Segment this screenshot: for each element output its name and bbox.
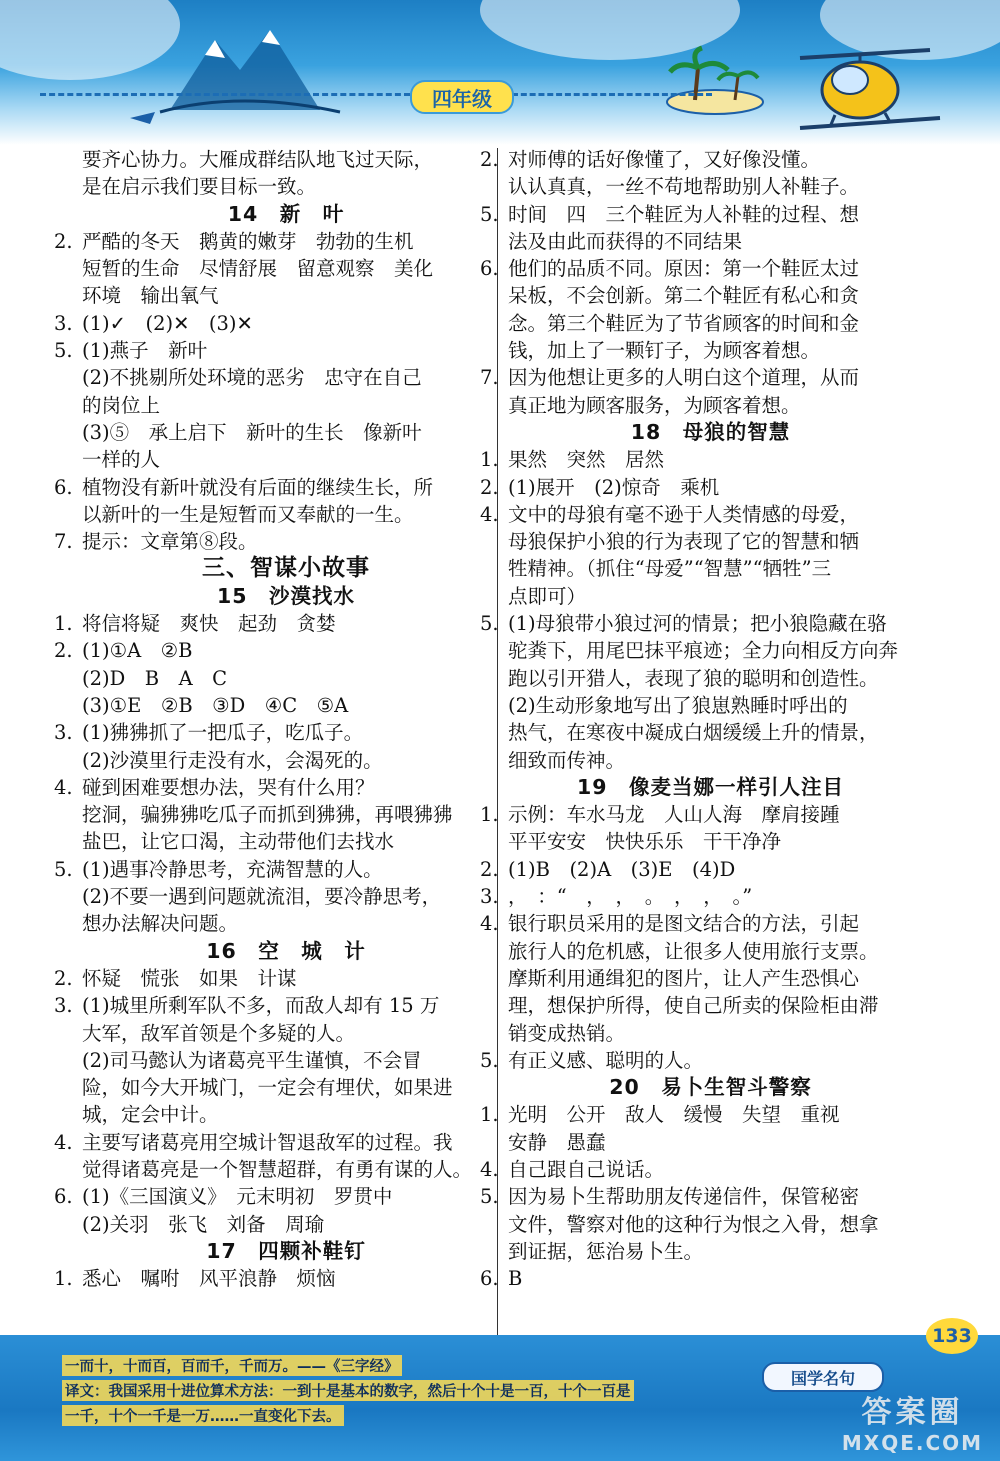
answer-line: 险，如今大开城门，一定会有埋伏，如果进 [82,1076,453,1100]
answer-line: 钱，加上了一颗钉子，为顾客着想。 [508,339,821,363]
question-number: 5. [54,339,73,363]
answer-line: 驼粪下，用尾巴抹平痕迹；全力向相反方向奔 [508,639,899,663]
answer-line: 主要写诸葛亮用空城计智退敌军的过程。我 [82,1130,453,1154]
palm-tree-icon [667,48,763,114]
watermark-url: MXQE.COM [841,1431,984,1455]
answer-item [54,228,490,310]
answer-line: (2)D B A C [82,666,228,690]
airplane-icon [130,112,155,124]
answer-line: (1)狒狒抓了一把瓜子，吃瓜子。 [82,721,364,745]
question-number: 6. [480,257,499,281]
answer-line: 呆板，不会创新。第二个鞋匠有私心和贪 [508,284,860,308]
question-number: 4. [480,1157,499,1181]
answer-item [54,637,490,719]
answer-line: 热气，在寒夜中凝成白烟缓缓上升的情景， [508,721,879,745]
answer-line: 真正地为顾客服务，为顾客着想。 [508,393,801,417]
answer-item [54,992,490,1128]
answer-line: 银行职员采用的是图文结合的方法，引起 [508,912,860,936]
answer-line: (1)母狼带小狼过河的情景；把小狼隐藏在骆 [508,612,887,636]
answer-item [480,1101,913,1156]
answer-line: 挖洞，骗狒狒吃瓜子而抓到狒狒，再喂狒狒 [82,803,453,827]
answer-item [480,446,913,473]
question-number: 4. [480,912,499,936]
answer-line: (3)①E ②B ③D ④C ⑤A [82,693,349,717]
answer-line: (1)展开 (2)惊奇 乘机 [508,475,720,499]
answer-line: (1)《三国演义》 元末明初 罗贯中 [82,1185,393,1209]
answer-item [480,801,913,856]
answer-item [54,1183,490,1238]
answer-line: 细致而传神。 [508,748,626,772]
answer-line: 的岗位上 [82,393,161,417]
answer-line: 点即可） [508,584,587,608]
answer-item [480,1047,913,1074]
answer-item [54,856,490,938]
answer-line: 对师傅的话好像懂了，又好像没懂。 [508,148,821,171]
page-number: 133 [926,1318,978,1354]
answer-item [54,310,490,337]
question-number: 2. [480,475,499,499]
section-heading: 19 像麦当娜一样引人注目 [576,774,845,799]
question-number: 2. [54,966,73,990]
question-number: 6. [54,475,73,499]
answer-line: 因为他想让更多的人明白这个道理，从而 [508,366,860,390]
answer-item [480,883,913,910]
question-number: 7. [54,530,73,554]
answer-line: 到证据，惩治易卜生。 [508,1239,704,1263]
answer-item [54,528,490,555]
answer-line: 植物没有新叶就没有后面的继续生长，所 [82,475,434,499]
watermark-text: 答案圈 [861,1395,964,1430]
answer-line: B [508,1267,523,1291]
answer-line: (2)沙漠里行走没有水，会渴死的。 [82,748,383,772]
question-number: 6. [54,1185,73,1209]
answer-line: (2)不要一遇到问题就流泪，要冷静思考， [82,885,442,909]
answer-line: 光明 公开 敌人 缓慢 失望 重视 [508,1103,840,1127]
section-heading: 16 空 城 计 [206,938,366,963]
answer-line: 理，想保护所得，使自己所卖的保险柜由滞 [508,994,879,1018]
question-number: 6. [480,1267,499,1291]
question-number: 5. [480,612,499,636]
question-number: 4. [480,502,499,526]
dashed-line-left [40,93,410,96]
answer-line: (1)城里所剩军队不多，而敌人却有 15 万 [82,994,440,1018]
answer-line: 摩斯利用通缉犯的图片，让人产生恐惧心 [508,966,860,990]
question-number: 5. [480,1048,499,1072]
answer-line: ， ：“ ， ， 。 ， ， 。” [508,885,753,909]
question-number: 1. [480,803,499,827]
answer-item [54,1129,490,1184]
answer-item [480,856,913,883]
section-heading: 17 四颗补鞋钉 [206,1238,366,1263]
answer-line: 盐巴，让它口渴，主动带他们去找水 [82,830,395,854]
answer-line: 城，定会中计。 [82,1103,219,1127]
question-number: 7. [480,366,499,390]
answer-line: 旅行人的危机感，让很多人使用旅行支票。 [508,939,879,963]
answer-line: 示例：车水马龙 人山人海 摩肩接踵 [508,803,840,827]
question-number: 5. [480,1185,499,1209]
answer-line: 时间 四 三个鞋匠为人补鞋的过程、想 [508,202,860,226]
answer-line: (3)⑤ 承上启下 新叶的生长 像新叶 [82,420,422,444]
answer-line: (2)生动形象地写出了狼崽熟睡时呼出的 [508,693,848,717]
answer-line: (2)关羽 张飞 刘备 周瑜 [82,1212,325,1236]
question-number: 3. [54,721,73,745]
question-number: 5. [480,202,499,226]
answer-item [480,610,913,774]
answer-line: 环境 输出氧气 [82,284,219,308]
answer-line: 要齐心协力。大雁成群结队地飞过天际， [82,148,434,171]
answer-line: (1)①A ②B [82,639,193,663]
answer-line: 悉心 嘱咐 风平浪静 烦恼 [82,1267,336,1291]
answer-item [480,1183,913,1265]
answer-line: 母狼保护小狼的行为表现了它的智慧和牺 [508,530,860,554]
answer-line: 觉得诸葛亮是一个智慧超群，有勇有谋的人。 [82,1157,473,1181]
question-number: 4. [54,775,73,799]
question-number: 3. [54,311,73,335]
answer-line: 自己跟自己说话。 [508,1157,665,1181]
answer-line: 因为易卜生帮助朋友传递信件，保管秘密 [508,1185,860,1209]
mountain-icon [160,30,340,112]
answer-line: 怀疑 慌张 如果 计谋 [82,966,297,990]
answer-item [480,364,913,419]
section-heading: 三、智谋小故事 [202,555,370,582]
answer-item [480,1156,913,1183]
question-number: 2. [54,229,73,253]
answer-line: 平平安安 快快乐乐 干干净净 [508,830,782,854]
answer-line: 将信将疑 爽快 起劲 贪婪 [82,612,336,636]
answer-item [54,337,490,473]
dashed-line-right [512,93,712,96]
answer-line: 果然 突然 居然 [508,448,665,472]
answer-item [54,774,490,856]
answer-line: 是在启示我们要目标一致。 [82,175,317,199]
answer-line: 想办法解决问题。 [82,912,239,936]
header-illustration [0,0,1000,145]
question-number: 5. [54,857,73,881]
answer-line: 文件，警察对他的这种行为恨之入骨，想拿 [508,1212,879,1236]
left-column [54,146,490,1292]
answer-item [54,610,490,637]
section-heading: 18 母狼的智慧 [630,419,791,444]
header-banner [0,0,1000,145]
footer-translation-line-1: 译文：我国采用十进位算术方法：一到十是基本的数字，然后十个十是一百，十个一百是 [62,1380,634,1401]
answer-item [480,146,913,201]
answer-line: 短暂的生命 尽情舒展 留意观察 美化 [82,257,434,281]
answer-line: (2)不挑剔所处环境的恶劣 忠守在自己 [82,366,422,390]
answer-paragraph [82,146,490,201]
answer-line: 以新叶的一生是短暂而又奉献的一生。 [82,502,414,526]
section-heading: 14 新 叶 [227,201,345,226]
question-number: 1. [54,1267,73,1291]
answer-item [480,910,913,1046]
answer-line: 有正义感、聪明的人。 [508,1048,704,1072]
answer-item [480,1265,913,1292]
answer-line: 碰到困难要想办法，哭有什么用？ [82,775,375,799]
answer-line: 安静 愚蠢 [508,1130,606,1154]
question-number: 1. [54,612,73,636]
answer-line: 文中的母狼有毫不逊于人类情感的母爱， [508,502,860,526]
question-number: 3. [54,994,73,1018]
answer-item [480,255,913,364]
answer-line: (1)燕子 新叶 [82,339,208,363]
question-number: 2. [54,639,73,663]
question-number: 2. [480,148,499,171]
footer-quote: 一而十，十而百，百而千，千而万。——《三字经》 [62,1355,402,1376]
answer-item [54,1265,490,1292]
answer-line: 跑以引开猎人，表现了狼的聪明和创造性。 [508,666,879,690]
right-column [480,146,913,1292]
answer-line: 认认真真，一丝不苟地帮助别人补鞋子。 [508,175,860,199]
section-heading: 20 易卜生智斗警察 [609,1075,812,1100]
answer-item [480,501,913,610]
answer-line: 一样的人 [82,448,161,472]
answer-line: 提示：文章第⑧段。 [82,530,258,554]
guoxue-badge: 国学名句 [762,1362,884,1392]
footer-translation-line-2: 一千，十个一千是一万……一直变化下去。 [62,1405,344,1426]
section-heading: 15 沙漠找水 [216,583,356,608]
grade-badge: 四年级 [410,80,514,114]
answer-line: 严酷的冬天 鹅黄的嫩芽 勃勃的生机 [82,229,414,253]
answer-line: 念。第三个鞋匠为了节省顾客的时间和金 [508,311,860,335]
answer-line: 法及由此而获得的不同结果 [508,229,743,253]
answer-line: (1)✓ (2)✕ (3)✕ [82,311,253,335]
answer-item [480,201,913,256]
question-number: 1. [480,1103,499,1127]
answer-line: 大军，敌军首领是个多疑的人。 [82,1021,356,1045]
answer-line: 销变成热销。 [508,1021,626,1045]
answer-line: (2)司马懿认为诸葛亮平生谨慎，不会冒 [82,1048,422,1072]
helicopter-icon [800,50,940,128]
question-number: 4. [54,1130,73,1154]
answer-item [54,474,490,529]
question-number: 3. [480,885,499,909]
answer-line: (1)B (2)A (3)E (4)D [508,857,736,881]
answer-line: 他们的品质不同。原因：第一个鞋匠太过 [508,257,860,281]
watermark [830,1395,995,1457]
answer-item [480,474,913,501]
answer-item [54,965,490,992]
answer-line: (1)遇事冷静思考，充满智慧的人。 [82,857,383,881]
question-number: 1. [480,448,499,472]
answer-line: 牲精神。（抓住“母爱”“智慧”“牺牲”三 [508,557,832,581]
answer-item [54,719,490,774]
question-number: 2. [480,857,499,881]
